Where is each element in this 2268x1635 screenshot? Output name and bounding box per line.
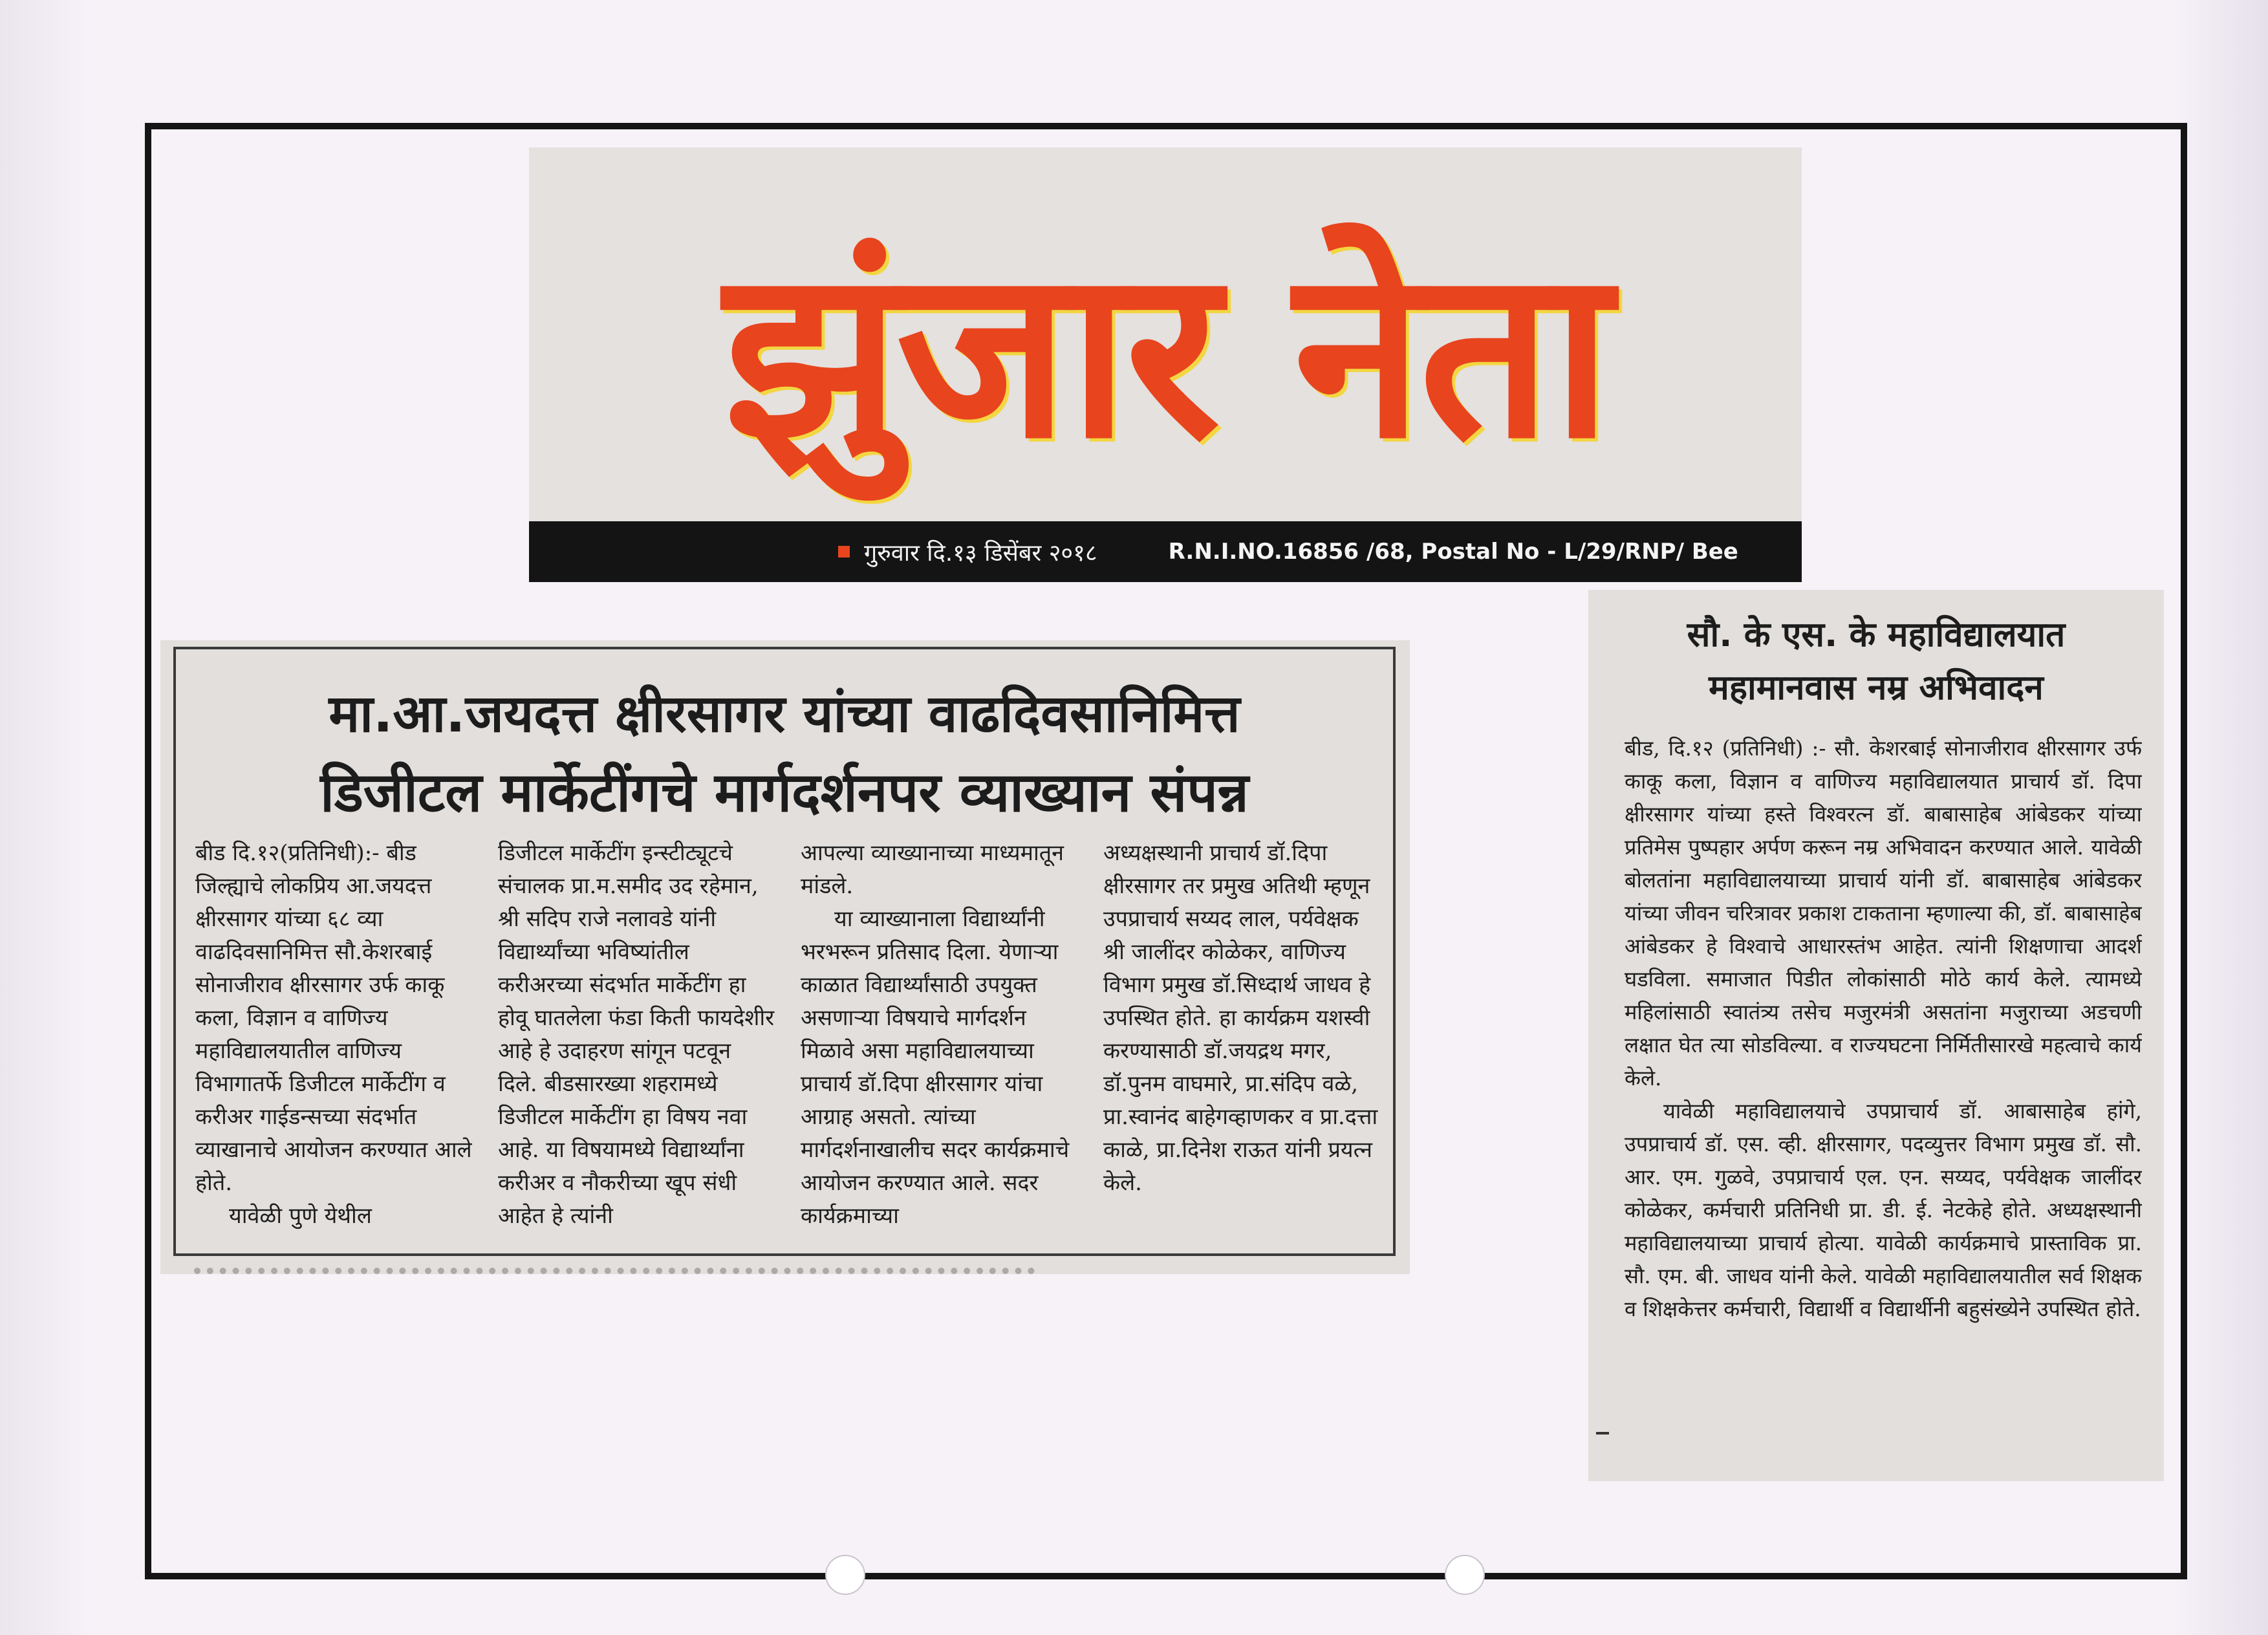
clipping-cut-edge — [194, 1268, 1035, 1290]
side-article-body — [1625, 732, 2142, 1456]
newspaper-title: झुंजार नेता — [724, 219, 1608, 490]
article-paragraph: अध्यक्षस्थानी प्राचार्य डॉ.दिपा क्षीरसागर तर प्रमुख अतिथी म्हणून उपप्राचार्य सय्यद लाल, पर्यवेक्षक श्री जालींदर कोळेकर, वाणिज्य विभाग प्रमुख डॉ.सिध्दार्थ जाधव हे उपस्थित होते. हा कार्यक्रम यशस्वी करण्यासाठी डॉ.जयद्रथ मगर, डॉ.पुनम वाघमारे, प्रा.संदिप वळे, प्रा.स्वानंद बाहेगव्हाणकर व प्रा.दत्ता काळे, प्रा.दिनेश राऊत यांनी प्रयत्न केले. — [1103, 840, 1378, 1196]
article-paragraph: यावेळी महाविद्यालयाचे उपप्राचार्य डॉ. आबासाहेब हांगे, उपप्राचार्य डॉ. एस. व्ही. क्षीरसागर, पदव्युत्तर विभाग प्रमुख डॉ. सौ. आर. एम. गुळवे, उपप्राचार्य एल. एन. सय्यद, पर्यवेक्षक जालींदर कोळेकर, कर्मचारी प्रतिनिधी प्रा. डी. ई. नेटकेहे होते. अध्यक्षस्थानी महाविद्यालयाच्या प्राचार्य होत्या. यावेळी कार्यक्रमाचे प्रास्ताविक प्रा. सौ. एम. बी. जाधव यांनी केले. यावेळी महाविद्यालयातील सर्व शिक्षक व शिक्षकेत्तर कर्मचारी, विद्यार्थी व विद्यार्थीनी बहुसंख्येने उपस्थित होते. — [1625, 1099, 2142, 1321]
main-article-columns — [195, 837, 1380, 1251]
article-paragraph: बीड, दि.१२ (प्रतिनिधी) :- सौ. केशरबाई सोनाजीराव क्षीरसागर उर्फ काकू कला, विज्ञान व वाणिज्य महाविद्यालयात प्राचार्य डॉ. दिपा क्षीरसागर यांच्या हस्ते विश्वरत्न डॉ. बाबासाहेब आंबेडकर यांच्या प्रतिमेस पुष्पहार अर्पण करून नम्र अभिवादन करण्यात आले. यावेळी बोलतांना महाविद्यालयाच्या प्राचार्य यांनी डॉ. बाबासाहेब आंबेडकर यांच्या जीवन चरित्रावर प्रकाश टाकताना म्हणाल्या की, डॉ. बाबासाहेब आंबेडकर हे विश्वाचे आधारस्तंभ आहेत. त्यांनी शिक्षणाचा आदर्श घडविला. समाजात पिडीत लोकांसाठी मोठे कार्य केले. त्यामध्ये महिलांसाठी स्वातंत्र्य तसेच मजुरमंत्री असतांना मजुराच्या अडचणी लक्षात घेत त्या सोडविल्या. व राज्यघटना निर्मितीसारखे महत्वाचे कार्य केले. — [1625, 736, 2142, 1090]
registration-number: R.N.I.NO.16856 /68, Postal No - L/29/RNP/ Bee — [1168, 539, 1738, 565]
main-article-border — [173, 647, 1396, 1256]
article-paragraph: या व्याख्यानाला विद्यार्थ्यांनी भरभरून प्रतिसाद दिला. येणाऱ्या काळात विद्यार्थ्यांसाठी उपयुक्त असणाऱ्या विषयाचे मार्गदर्शन मिळावे असा महाविद्यालयाच्या प्राचार्य डॉ.दिपा क्षीरसागर यांचा आग्राह असतो. त्यांच्या मार्गदर्शनाखालीच सदर कार्यक्रमाचे आयोजन करण्यात आले. सदर कार्यक्रमाच्या — [801, 906, 1070, 1229]
main-article-clipping — [160, 640, 1410, 1274]
article-paragraph: आपल्या व्याख्यानाच्या माध्यमातून मांडले. — [801, 840, 1064, 899]
article-paragraph: यावेळी पुणे येथील — [229, 1203, 372, 1229]
masthead-info-bar — [529, 521, 1802, 582]
main-article-headline-line2: डिजीटल मार्केटींगचे मार्गदर्शनपर व्याख्यान संपन्न — [320, 761, 1249, 824]
square-bullet-icon — [838, 546, 850, 558]
punch-hole-left — [825, 1555, 865, 1595]
margin-dash — [1596, 1432, 1609, 1435]
side-article-headline-line2: महामानवास नम्र अभिवादन — [1709, 668, 2044, 708]
article-column — [801, 837, 1077, 1251]
side-article-headline-line1: सौ. के एस. के महाविद्यालयात — [1687, 615, 2066, 655]
main-article-headline-line1: मा.आ.जयदत्त क्षीरसागर यांच्या वाढदिवसानिमित्त — [329, 684, 1240, 744]
article-column — [498, 837, 775, 1251]
article-column — [1103, 837, 1380, 1251]
article-column — [195, 837, 472, 1251]
punch-hole-right — [1445, 1555, 1485, 1595]
masthead-clipping — [529, 147, 1802, 582]
side-article-clipping — [1588, 590, 2164, 1481]
issue-date: गुरुवार दि.१३ डिसेंबर २०१८ — [864, 539, 1097, 567]
article-paragraph: बीड दि.१२(प्रतिनिधी):- बीड जिल्ह्याचे लोकप्रिय आ.जयदत्त क्षीरसागर यांच्या ६८ व्या वाढदिवसानिमित्त सौ.केशरबाई सोनाजीराव क्षीरसागर उर्फ काकू कला, विज्ञान व वाणिज्य महाविद्यालयातील वाणिज्य विभागातर्फे डिजीटल मार्केटींग व करीअर गाईडन्सच्या संदर्भात व्याखानाचे आयोजन करण्यात आले होते. — [195, 840, 472, 1196]
article-paragraph: डिजीटल मार्केटींग इन्स्टीट्यूटचे संचालक प्रा.म.समीद उद रहेमान, श्री सदिप राजे नलावडे यांनी विद्यार्थ्यांच्या भविष्यांतील करीअरच्या संदर्भात मार्केटींग हा होवू घातलेला फंडा किती फायदेशीर आहे हे उदाहरण सांगून पटवून दिले. बीडसारख्या शहरामध्ये डिजीटल मार्केटींग हा विषय नवा आहे. या विषयामध्ये विद्यार्थ्यांना करीअर व नौकरीच्या खूप संधी आहेत हे त्यांनी — [498, 840, 775, 1229]
